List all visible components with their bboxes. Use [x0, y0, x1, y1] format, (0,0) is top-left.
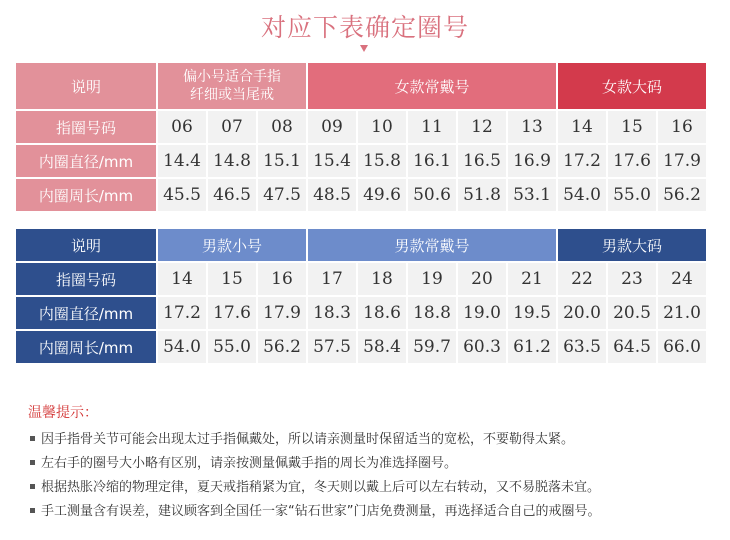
cell: 51.8 [458, 179, 506, 211]
cell: 14 [558, 111, 606, 143]
cell: 64.5 [608, 331, 656, 363]
cell: 48.5 [308, 179, 356, 211]
cell: 55.0 [208, 331, 256, 363]
cell: 22 [558, 263, 606, 295]
women-group-small-line2: 纤细或当尾戒 [190, 87, 274, 103]
tip-item [28, 452, 718, 476]
tip-text: 左右手的圈号大小略有区别，请亲按测量佩戴手指的周长为准选择圈号。 [41, 456, 458, 471]
cell: 14 [158, 263, 206, 295]
tip-item [28, 500, 718, 524]
men-header-label: 说明 [16, 229, 156, 261]
women-header-label: 说明 [16, 63, 156, 109]
women-group-small-line1: 偏小号适合手指 [183, 69, 281, 85]
cell: 49.6 [358, 179, 406, 211]
cell: 54.0 [558, 179, 606, 211]
cell: 46.5 [208, 179, 256, 211]
cell: 20 [458, 263, 506, 295]
row-label: 内圈周长/mm [16, 179, 156, 211]
cell: 20.0 [558, 297, 606, 329]
women-group-regular: 女款常戴号 [308, 63, 556, 109]
row-label: 内圈周长/mm [16, 331, 156, 363]
cell: 10 [358, 111, 406, 143]
table-row [16, 145, 706, 177]
table-row [16, 179, 706, 211]
page-title: 对应下表确定圈号 [260, 13, 469, 42]
cell: 15.1 [258, 145, 306, 177]
tips-section [28, 402, 718, 524]
cell: 18.6 [358, 297, 406, 329]
cell: 53.1 [508, 179, 556, 211]
cell: 14.4 [158, 145, 206, 177]
bullet-icon [30, 484, 35, 489]
cell: 18 [358, 263, 406, 295]
cell: 45.5 [158, 179, 206, 211]
cell: 24 [658, 263, 706, 295]
tip-text: 因手指骨关节可能会出现太过手指佩戴处，所以请亲测量时保留适当的宽松，不要勒得太紧。 [41, 432, 575, 447]
women-group-small [158, 63, 306, 109]
bullet-icon [30, 460, 35, 465]
table-row [16, 331, 706, 363]
men-header-row [16, 229, 706, 261]
cell: 56.2 [658, 179, 706, 211]
bullet-icon [30, 508, 35, 513]
cell: 12 [458, 111, 506, 143]
men-size-table [14, 227, 708, 365]
cell: 09 [308, 111, 356, 143]
cell: 58.4 [358, 331, 406, 363]
tip-item [28, 476, 718, 500]
table-row [16, 297, 706, 329]
cell: 07 [208, 111, 256, 143]
cell: 18.3 [308, 297, 356, 329]
row-label: 指圈号码 [16, 263, 156, 295]
tip-text: 根据热胀冷缩的物理定律，夏天戒指稍紧为宜，冬天则以戴上后可以左右转动，又不易脱落未宜。 [41, 480, 601, 495]
cell: 54.0 [158, 331, 206, 363]
cell: 59.7 [408, 331, 456, 363]
cell: 61.2 [508, 331, 556, 363]
cell: 11 [408, 111, 456, 143]
cell: 13 [508, 111, 556, 143]
women-group-large: 女款大码 [558, 63, 706, 109]
cell: 16.5 [458, 145, 506, 177]
cell: 17.6 [208, 297, 256, 329]
cell: 20.5 [608, 297, 656, 329]
cell: 16.1 [408, 145, 456, 177]
down-arrow-icon [360, 45, 368, 52]
men-group-large: 男款大码 [558, 229, 706, 261]
row-label: 指圈号码 [16, 111, 156, 143]
cell: 15.8 [358, 145, 406, 177]
tip-item [28, 428, 718, 452]
cell: 06 [158, 111, 206, 143]
cell: 16 [258, 263, 306, 295]
cell: 23 [608, 263, 656, 295]
cell: 15 [608, 111, 656, 143]
men-group-regular: 男款常戴号 [308, 229, 556, 261]
tip-text: 手工测量含有误差，建议顾客到全国任一家“钻石世家”门店免费测量，再选择适合自己的戒圈号。 [41, 504, 601, 519]
cell: 60.3 [458, 331, 506, 363]
cell: 17.2 [558, 145, 606, 177]
cell: 55.0 [608, 179, 656, 211]
cell: 16.9 [508, 145, 556, 177]
cell: 14.8 [208, 145, 256, 177]
table-row [16, 263, 706, 295]
cell: 17.9 [658, 145, 706, 177]
cell: 15.4 [308, 145, 356, 177]
cell: 17.6 [608, 145, 656, 177]
cell: 17.2 [158, 297, 206, 329]
men-group-small: 男款小号 [158, 229, 306, 261]
cell: 19 [408, 263, 456, 295]
tips-title: 温馨提示： [28, 405, 98, 421]
cell: 19.0 [458, 297, 506, 329]
cell: 47.5 [258, 179, 306, 211]
cell: 21 [508, 263, 556, 295]
table-row [16, 111, 706, 143]
women-header-row [16, 63, 706, 109]
cell: 18.8 [408, 297, 456, 329]
cell: 50.6 [408, 179, 456, 211]
cell: 17 [308, 263, 356, 295]
bullet-icon [30, 436, 35, 441]
cell: 15 [208, 263, 256, 295]
cell: 66.0 [658, 331, 706, 363]
cell: 56.2 [258, 331, 306, 363]
cell: 16 [658, 111, 706, 143]
row-label: 内圈直径/mm [16, 297, 156, 329]
cell: 21.0 [658, 297, 706, 329]
women-size-table [14, 61, 708, 213]
cell: 08 [258, 111, 306, 143]
row-label: 内圈直径/mm [16, 145, 156, 177]
cell: 63.5 [558, 331, 606, 363]
cell: 17.9 [258, 297, 306, 329]
cell: 57.5 [308, 331, 356, 363]
cell: 19.5 [508, 297, 556, 329]
